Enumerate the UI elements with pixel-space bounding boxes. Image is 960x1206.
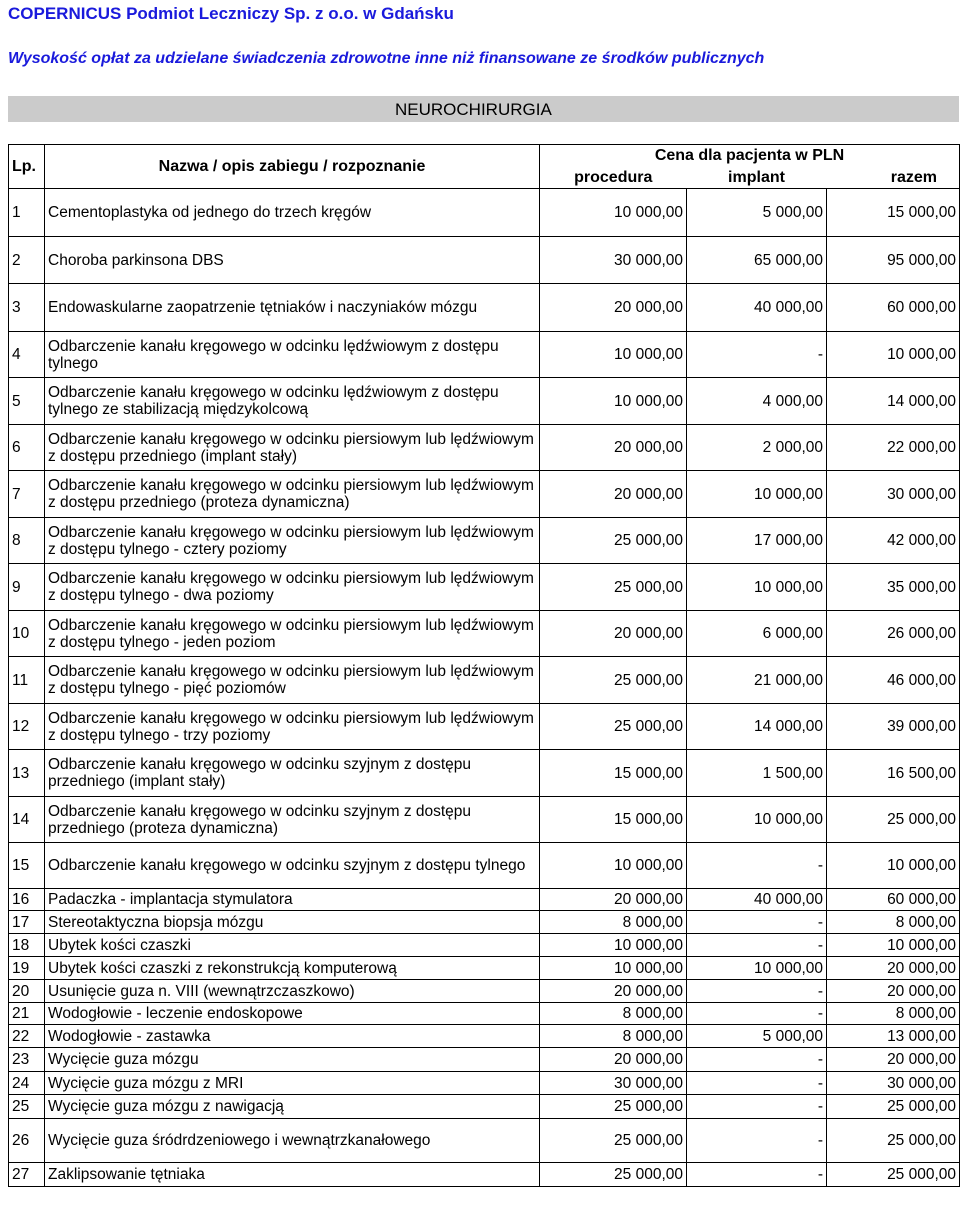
row-number: 20 bbox=[9, 980, 45, 1003]
table-row bbox=[9, 704, 960, 750]
total-price: 25 000,00 bbox=[827, 1163, 960, 1187]
procedure-price: 25 000,00 bbox=[540, 518, 687, 564]
total-price: 14 000,00 bbox=[827, 378, 960, 425]
procedure-price: 30 000,00 bbox=[540, 237, 687, 284]
row-number: 3 bbox=[9, 284, 45, 332]
total-price: 60 000,00 bbox=[827, 889, 960, 911]
procedure-price: 8 000,00 bbox=[540, 1003, 687, 1025]
procedure-name: Cementoplastyka od jednego do trzech kręgów bbox=[45, 189, 540, 237]
row-number: 1 bbox=[9, 189, 45, 237]
price-table bbox=[8, 144, 960, 1187]
row-number: 2 bbox=[9, 237, 45, 284]
row-number: 4 bbox=[9, 332, 45, 378]
total-price: 30 000,00 bbox=[827, 471, 960, 518]
row-number: 14 bbox=[9, 797, 45, 843]
procedure-price: 10 000,00 bbox=[540, 934, 687, 957]
row-number: 19 bbox=[9, 957, 45, 980]
col-implant-header: implant bbox=[687, 167, 827, 189]
procedure-price: 15 000,00 bbox=[540, 797, 687, 843]
total-price: 95 000,00 bbox=[827, 237, 960, 284]
total-price: 13 000,00 bbox=[827, 1025, 960, 1048]
procedure-name: Wodogłowie - leczenie endoskopowe bbox=[45, 1003, 540, 1025]
procedure-price: 20 000,00 bbox=[540, 611, 687, 657]
implant-price: 6 000,00 bbox=[687, 611, 827, 657]
document-title: Wysokość opłat za udzielane świadczenia zdrowotne inne niż finansowane ze środków publicznych bbox=[8, 50, 765, 67]
table-row bbox=[9, 1095, 960, 1119]
col-lp-header: Lp. bbox=[9, 145, 45, 189]
total-price: 25 000,00 bbox=[827, 1119, 960, 1163]
total-price: 46 000,00 bbox=[827, 657, 960, 704]
table-row bbox=[9, 750, 960, 797]
implant-price: 5 000,00 bbox=[687, 189, 827, 237]
row-number: 13 bbox=[9, 750, 45, 797]
implant-price: - bbox=[687, 934, 827, 957]
procedure-price: 25 000,00 bbox=[540, 564, 687, 611]
total-price: 20 000,00 bbox=[827, 1048, 960, 1072]
procedure-price: 20 000,00 bbox=[540, 1048, 687, 1072]
implant-price: - bbox=[687, 1003, 827, 1025]
table-row bbox=[9, 1003, 960, 1025]
procedure-price: 25 000,00 bbox=[540, 1119, 687, 1163]
implant-price: - bbox=[687, 1048, 827, 1072]
procedure-name: Wycięcie guza śródrdzeniowego i wewnątrzkanałowego bbox=[45, 1119, 540, 1163]
procedure-price: 20 000,00 bbox=[540, 980, 687, 1003]
procedure-price: 15 000,00 bbox=[540, 750, 687, 797]
procedure-price: 10 000,00 bbox=[540, 332, 687, 378]
procedure-price: 25 000,00 bbox=[540, 1163, 687, 1187]
total-price: 22 000,00 bbox=[827, 425, 960, 471]
total-price: 42 000,00 bbox=[827, 518, 960, 564]
row-number: 23 bbox=[9, 1048, 45, 1072]
price-table-body bbox=[9, 145, 960, 1187]
table-row bbox=[9, 889, 960, 911]
procedure-name: Wycięcie guza mózgu z MRI bbox=[45, 1072, 540, 1095]
table-row bbox=[9, 934, 960, 957]
implant-price: - bbox=[687, 1163, 827, 1187]
total-price: 8 000,00 bbox=[827, 1003, 960, 1025]
table-row bbox=[9, 980, 960, 1003]
procedure-price: 20 000,00 bbox=[540, 889, 687, 911]
implant-price: 21 000,00 bbox=[687, 657, 827, 704]
procedure-price: 25 000,00 bbox=[540, 657, 687, 704]
row-number: 8 bbox=[9, 518, 45, 564]
total-price: 35 000,00 bbox=[827, 564, 960, 611]
implant-price: 65 000,00 bbox=[687, 237, 827, 284]
table-row bbox=[9, 1048, 960, 1072]
implant-price: 10 000,00 bbox=[687, 957, 827, 980]
procedure-name: Wycięcie guza mózgu z nawigacją bbox=[45, 1095, 540, 1119]
department-name: NEUROCHIRURGIA bbox=[395, 100, 552, 119]
table-row bbox=[9, 471, 960, 518]
row-number: 24 bbox=[9, 1072, 45, 1095]
row-number: 16 bbox=[9, 889, 45, 911]
total-price: 15 000,00 bbox=[827, 189, 960, 237]
header-row-top bbox=[9, 145, 960, 167]
table-row bbox=[9, 284, 960, 332]
row-number: 7 bbox=[9, 471, 45, 518]
procedure-name: Ubytek kości czaszki bbox=[45, 934, 540, 957]
total-price: 30 000,00 bbox=[827, 1072, 960, 1095]
table-row bbox=[9, 911, 960, 934]
implant-price: 14 000,00 bbox=[687, 704, 827, 750]
procedure-name: Zaklipsowanie tętniaka bbox=[45, 1163, 540, 1187]
table-row bbox=[9, 797, 960, 843]
col-total-header: razem bbox=[827, 167, 960, 189]
total-price: 10 000,00 bbox=[827, 332, 960, 378]
procedure-name: Stereotaktyczna biopsja mózgu bbox=[45, 911, 540, 934]
procedure-name: Odbarczenie kanału kręgowego w odcinku piersiowym lub lędźwiowym z dostępu tylnego - cztery poziomy bbox=[45, 518, 540, 564]
implant-price: 17 000,00 bbox=[687, 518, 827, 564]
procedure-name: Odbarczenie kanału kręgowego w odcinku szyjnym z dostępu tylnego bbox=[45, 843, 540, 889]
total-price: 10 000,00 bbox=[827, 934, 960, 957]
procedure-name: Odbarczenie kanału kręgowego w odcinku piersiowym lub lędźwiowym z dostępu tylnego - dwa poziomy bbox=[45, 564, 540, 611]
total-price: 25 000,00 bbox=[827, 1095, 960, 1119]
row-number: 18 bbox=[9, 934, 45, 957]
implant-price: - bbox=[687, 1072, 827, 1095]
implant-price: - bbox=[687, 1095, 827, 1119]
procedure-name: Wycięcie guza mózgu bbox=[45, 1048, 540, 1072]
row-number: 17 bbox=[9, 911, 45, 934]
row-number: 6 bbox=[9, 425, 45, 471]
procedure-name: Wodogłowie - zastawka bbox=[45, 1025, 540, 1048]
implant-price: - bbox=[687, 843, 827, 889]
total-price: 39 000,00 bbox=[827, 704, 960, 750]
row-number: 21 bbox=[9, 1003, 45, 1025]
implant-price: 10 000,00 bbox=[687, 564, 827, 611]
procedure-price: 8 000,00 bbox=[540, 911, 687, 934]
implant-price: - bbox=[687, 332, 827, 378]
procedure-price: 8 000,00 bbox=[540, 1025, 687, 1048]
total-price: 20 000,00 bbox=[827, 980, 960, 1003]
procedure-price: 25 000,00 bbox=[540, 704, 687, 750]
col-procedure-header: procedura bbox=[540, 167, 687, 189]
procedure-name: Odbarczenie kanału kręgowego w odcinku piersiowym lub lędźwiowym z dostępu przedniego (implant stały) bbox=[45, 425, 540, 471]
total-price: 16 500,00 bbox=[827, 750, 960, 797]
implant-price: - bbox=[687, 911, 827, 934]
total-price: 10 000,00 bbox=[827, 843, 960, 889]
procedure-name: Odbarczenie kanału kręgowego w odcinku lędźwiowym z dostępu tylnego ze stabilizacją międzykolcową bbox=[45, 378, 540, 425]
table-row bbox=[9, 1025, 960, 1048]
table-row bbox=[9, 189, 960, 237]
procedure-price: 20 000,00 bbox=[540, 284, 687, 332]
implant-price: - bbox=[687, 1119, 827, 1163]
row-number: 15 bbox=[9, 843, 45, 889]
table-row bbox=[9, 657, 960, 704]
table-row bbox=[9, 564, 960, 611]
procedure-name: Odbarczenie kanału kręgowego w odcinku szyjnym z dostępu przedniego (proteza dynamiczna) bbox=[45, 797, 540, 843]
procedure-price: 10 000,00 bbox=[540, 957, 687, 980]
implant-price: 10 000,00 bbox=[687, 471, 827, 518]
implant-price: 5 000,00 bbox=[687, 1025, 827, 1048]
implant-price: 40 000,00 bbox=[687, 889, 827, 911]
implant-price: 10 000,00 bbox=[687, 797, 827, 843]
procedure-name: Usunięcie guza n. VIII (wewnątrzczaszkowo) bbox=[45, 980, 540, 1003]
row-number: 26 bbox=[9, 1119, 45, 1163]
procedure-name: Odbarczenie kanału kręgowego w odcinku piersiowym lub lędźwiowym z dostępu tylnego - jeden poziom bbox=[45, 611, 540, 657]
implant-price: 4 000,00 bbox=[687, 378, 827, 425]
total-price: 60 000,00 bbox=[827, 284, 960, 332]
row-number: 10 bbox=[9, 611, 45, 657]
procedure-price: 10 000,00 bbox=[540, 378, 687, 425]
procedure-price: 25 000,00 bbox=[540, 1095, 687, 1119]
table-row bbox=[9, 611, 960, 657]
procedure-name: Padaczka - implantacja stymulatora bbox=[45, 889, 540, 911]
procedure-price: 20 000,00 bbox=[540, 471, 687, 518]
total-price: 8 000,00 bbox=[827, 911, 960, 934]
row-number: 5 bbox=[9, 378, 45, 425]
procedure-name: Odbarczenie kanału kręgowego w odcinku piersiowym lub lędźwiowym z dostępu przedniego (proteza dynamiczna) bbox=[45, 471, 540, 518]
procedure-name: Odbarczenie kanału kręgowego w odcinku szyjnym z dostępu przedniego (implant stały) bbox=[45, 750, 540, 797]
implant-price: 2 000,00 bbox=[687, 425, 827, 471]
row-number: 27 bbox=[9, 1163, 45, 1187]
table-row bbox=[9, 332, 960, 378]
organization-name: COPERNICUS Podmiot Leczniczy Sp. z o.o. w Gdańsku bbox=[8, 4, 454, 23]
procedure-name: Odbarczenie kanału kręgowego w odcinku lędźwiowym z dostępu tylnego bbox=[45, 332, 540, 378]
total-price: 25 000,00 bbox=[827, 797, 960, 843]
procedure-price: 30 000,00 bbox=[540, 1072, 687, 1095]
row-number: 25 bbox=[9, 1095, 45, 1119]
table-row bbox=[9, 237, 960, 284]
row-number: 11 bbox=[9, 657, 45, 704]
procedure-price: 10 000,00 bbox=[540, 843, 687, 889]
procedure-name: Ubytek kości czaszki z rekonstrukcją komputerową bbox=[45, 957, 540, 980]
col-name-header: Nazwa / opis zabiegu / rozpoznanie bbox=[45, 145, 540, 189]
implant-price: 40 000,00 bbox=[687, 284, 827, 332]
procedure-name: Odbarczenie kanału kręgowego w odcinku piersiowym lub lędźwiowym z dostępu tylnego - trzy poziomy bbox=[45, 704, 540, 750]
procedure-name: Endowaskularne zaopatrzenie tętniaków i naczyniaków mózgu bbox=[45, 284, 540, 332]
table-row bbox=[9, 843, 960, 889]
procedure-name: Choroba parkinsona DBS bbox=[45, 237, 540, 284]
total-price: 20 000,00 bbox=[827, 957, 960, 980]
implant-price: 1 500,00 bbox=[687, 750, 827, 797]
procedure-name: Odbarczenie kanału kręgowego w odcinku piersiowym lub lędźwiowym z dostępu tylnego - pięć poziomów bbox=[45, 657, 540, 704]
total-price: 26 000,00 bbox=[827, 611, 960, 657]
table-row bbox=[9, 957, 960, 980]
procedure-price: 10 000,00 bbox=[540, 189, 687, 237]
table-row bbox=[9, 1072, 960, 1095]
procedure-price: 20 000,00 bbox=[540, 425, 687, 471]
table-row bbox=[9, 1163, 960, 1187]
implant-price: - bbox=[687, 980, 827, 1003]
row-number: 9 bbox=[9, 564, 45, 611]
table-row bbox=[9, 518, 960, 564]
table-row bbox=[9, 1119, 960, 1163]
row-number: 22 bbox=[9, 1025, 45, 1048]
row-number: 12 bbox=[9, 704, 45, 750]
col-price-group-header: Cena dla pacjenta w PLN bbox=[540, 145, 960, 167]
table-row bbox=[9, 378, 960, 425]
table-row bbox=[9, 425, 960, 471]
